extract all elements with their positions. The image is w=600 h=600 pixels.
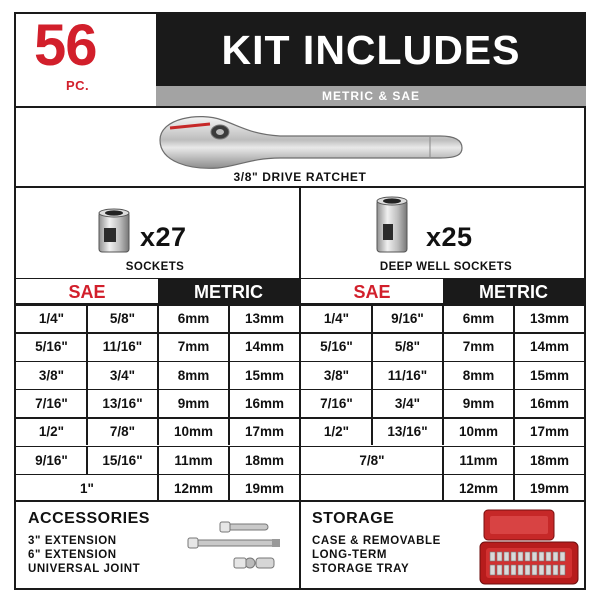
table-cell: 13/16" <box>102 395 143 411</box>
table-cell: 9/16" <box>35 452 68 468</box>
table-cell: 6mm <box>177 311 210 326</box>
table-header-divider <box>14 303 586 305</box>
table-cell: 11mm <box>459 452 498 468</box>
table-cell: 7/16" <box>320 395 353 411</box>
table-cell: 16mm <box>244 395 285 411</box>
table-cell: 3/4" <box>394 395 421 411</box>
table-cell: 18mm <box>244 452 285 468</box>
piece-unit: PC. <box>66 78 90 93</box>
accessory-item: 3" EXTENSION <box>28 535 117 547</box>
table-cell: 12mm <box>173 480 214 496</box>
table-cell: 17mm <box>529 424 570 440</box>
table-cell: 9/16" <box>391 311 424 326</box>
table-cell: 3/8" <box>38 367 65 383</box>
table-header-metric-right: METRIC <box>443 279 584 304</box>
table-header-sae-right: SAE <box>301 279 443 304</box>
table-cell: 19mm <box>244 480 285 496</box>
table-cell: 15/16" <box>102 452 143 468</box>
table-cell: 13mm <box>529 311 570 326</box>
table-header-sae-left: SAE <box>16 279 158 304</box>
storage-item: CASE & REMOVABLE <box>312 535 441 547</box>
table-cell: 10mm <box>173 424 214 440</box>
table-cell: 13mm <box>244 311 285 326</box>
table-cell: 14mm <box>244 339 285 355</box>
table-cell: 1/4" <box>38 311 65 326</box>
table-cell: 10mm <box>458 424 499 440</box>
table-cell: 17mm <box>244 424 285 440</box>
socket-label: SOCKETS <box>125 261 185 273</box>
metric-sae-subtitle: METRIC & SAE <box>156 86 586 106</box>
table-cell: 19mm <box>529 480 570 496</box>
table-cell: 16mm <box>529 395 570 411</box>
ratchet-label: 3/8" DRIVE RATCHET <box>233 170 367 184</box>
table-cell: 7/16" <box>35 395 68 411</box>
table-cell: 1/2" <box>323 424 350 440</box>
table-cell: 3/4" <box>109 367 136 383</box>
deep-socket-count: x25 <box>426 222 473 252</box>
deep-socket-label: DEEP WELL SOCKETS <box>379 261 513 273</box>
table-header-metric-left: METRIC <box>158 279 299 304</box>
table-cell: 11mm <box>174 452 213 468</box>
table-cell: 1" <box>80 480 94 496</box>
divider-bottom-center <box>299 500 301 590</box>
table-cell: 5/8" <box>394 339 421 355</box>
table-cell: 9mm <box>462 395 495 411</box>
table-cell: 7mm <box>462 339 495 355</box>
table-cell: 1/4" <box>323 311 350 326</box>
table-cell: 1/2" <box>38 424 65 440</box>
table-cell: 6mm <box>462 311 495 326</box>
storage-item: LONG-TERM <box>312 549 388 561</box>
table-cell: 14mm <box>529 339 570 355</box>
table-cell: 5/8" <box>109 311 136 326</box>
table-cell: 8mm <box>462 367 495 383</box>
table-cell: 3/8" <box>323 367 350 383</box>
accessories-title: ACCESSORIES <box>28 510 150 527</box>
table-cell: 11/16" <box>387 367 428 383</box>
socket-count: x27 <box>140 222 187 252</box>
divider-header <box>14 106 586 108</box>
table-cell: 11/16" <box>102 339 143 355</box>
piece-count: 56 <box>34 13 97 78</box>
table-cell: 15mm <box>529 367 570 383</box>
table-cell: 7/8" <box>109 424 136 440</box>
ratchet-image <box>140 110 470 172</box>
table-cell: 5/16" <box>35 339 68 355</box>
accessory-item: 6" EXTENSION <box>28 549 117 561</box>
storage-case-image <box>476 508 582 588</box>
storage-title: STORAGE <box>312 510 395 527</box>
table-cell: 7/8" <box>359 452 385 468</box>
table-cell: 9mm <box>177 395 210 411</box>
table-cell: 7mm <box>177 339 210 355</box>
extensions-image <box>184 518 296 580</box>
kit-includes-banner: KIT INCLUDES <box>156 12 586 86</box>
table-cell <box>301 475 443 503</box>
deep-socket-icon <box>374 194 410 256</box>
table-cell: 15mm <box>244 367 285 383</box>
table-cell: 18mm <box>529 452 570 468</box>
socket-icon <box>96 206 132 256</box>
table-cell: 5/16" <box>320 339 353 355</box>
table-cell: 8mm <box>177 367 210 383</box>
storage-item: STORAGE TRAY <box>312 563 410 575</box>
accessory-item: UNIVERSAL JOINT <box>28 563 141 575</box>
table-cell: 13/16" <box>387 424 428 440</box>
table-cell: 12mm <box>458 480 499 496</box>
